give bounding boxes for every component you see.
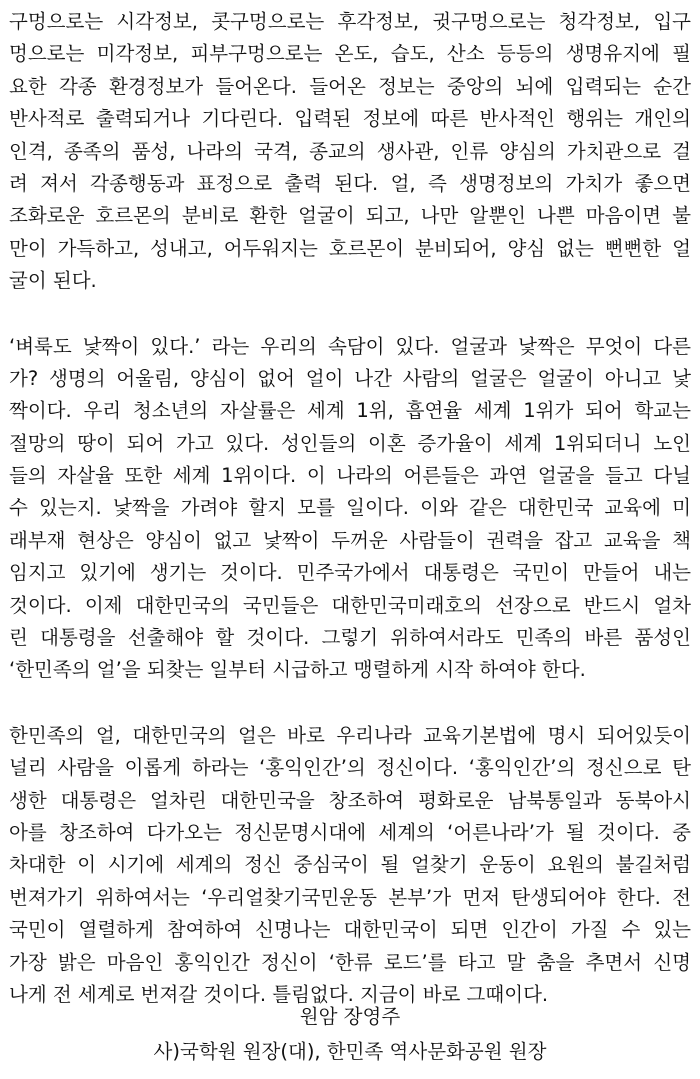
text-line: 생한 대통령은 얼차린 대한민국을 창조하여 평화로운 남북통일과 동북아시 <box>9 788 691 812</box>
text-line: 짝이다. 우리 청소년의 자살률은 세계 1위, 흡연율 세계 1위가 되어 학교는 <box>9 399 691 423</box>
text-line: 임지고 있기에 생기는 것이다. 민주국가에서 대통령은 국민이 만들어 내는 <box>9 561 691 585</box>
text-line: 반사적로 출력되거나 기다린다. 입력된 정보에 따른 반사적인 행위는 개인의 <box>9 107 691 131</box>
text-line: ‘한민족의 얼’을 되찾는 일부터 시급하고 맹렬하게 시작 하여야 한다. <box>9 658 586 682</box>
text-line: 국민이 열렬하게 참여하여 신명나는 대한민국이 되면 인간이 가질 수 있는 <box>9 918 691 942</box>
paragraph-spacer <box>9 298 691 331</box>
text-line: 인격, 종족의 품성, 나라의 국격, 종교의 생사관, 인류 양심의 가치관으로 걸 <box>9 139 691 163</box>
text-line: ‘벼룩도 낯짝이 있다.’ 라는 우리의 속담이 있다. 얼굴과 낯짝은 무엇이 다른 <box>9 334 691 358</box>
text-line: 절망의 땅이 되어 가고 있다. 성인들의 이혼 증가율이 세계 1위되더니 노인 <box>9 431 691 455</box>
text-line: 수 있는지. 낯짝을 가려야 할지 모를 일이다. 이와 같은 대한민국 교육에 미 <box>9 496 691 520</box>
text-line: 구멍으로는 시각정보, 콧구멍으로는 후각정보, 귓구멍으로는 청각정보, 입구 <box>9 10 691 33</box>
paragraph-spacer <box>9 687 691 720</box>
author-title: 사)국학원 원장(대), 한민족 역사문화공원 원장 <box>153 1040 547 1063</box>
text-line: 한민족의 얼, 대한민국의 얼은 바로 우리나라 교육기본법에 명시 되어있듯이 <box>9 723 691 747</box>
text-line: 가? 생명의 어울림, 양심이 없어 얼이 나간 사람의 얼굴은 얼굴이 아니고 낯 <box>9 366 691 390</box>
text-line: 려 져서 각종행동과 표정으로 출력 된다. 얼, 즉 생명정보의 가치가 좋으면 <box>9 171 691 195</box>
text-line: 것이다. 이제 대한민국의 국민들은 대한민국미래호의 선장으로 반드시 얼차 <box>9 593 691 617</box>
text-line: 차대한 이 시기에 세계의 정신 중심국이 될 얼찾기 운동이 요원의 불길처럼 <box>9 853 691 877</box>
paragraph-1 <box>9 6 691 298</box>
text-line: 린 대통령을 선출해야 할 것이다. 그렇기 위하여서라도 민족의 바른 품성인 <box>9 626 691 650</box>
text-line: 번져가기 위하여서는 ‘우리얼찾기국민운동 본부’가 먼저 탄생되어야 한다. 전 <box>9 885 691 909</box>
text-line: 굴이 된다. <box>9 269 97 293</box>
text-line: 널리 사람을 이롭게 하라는 ‘홍익인간’의 정신이다. ‘홍익인간’의 정신으로 탄 <box>9 756 691 780</box>
text-line: 요한 각종 환경정보가 들어온다. 들어온 정보는 중앙의 뇌에 입력되는 순간 <box>9 74 691 98</box>
text-line: 멍으로는 미각정보, 피부구멍으로는 온도, 습도, 산소 등등의 생명유지에 필 <box>9 42 691 66</box>
paragraph-2 <box>9 331 691 687</box>
text-line: 아를 창조하여 다가오는 정신문명시대에 세계의 ‘어른나라’가 될 것이다. 중 <box>9 820 691 844</box>
text-line: 가장 밝은 마음인 홍익인간 정신이 ‘한류 로드’를 타고 말 춤을 추면서 신명 <box>9 950 691 974</box>
text-line: 래부재 현상은 양심이 없고 낯짝이 두꺼운 사람들이 권력을 잡고 교육을 책 <box>9 528 691 552</box>
text-line: 들의 자살율 또한 세계 1위이다. 이 나라의 어른들은 과연 얼굴을 들고 다닐 <box>9 464 691 488</box>
paragraph-3 <box>9 720 691 1012</box>
text-line: 만이 가득하고, 성내고, 어두워지는 호르몬이 분비되어, 양심 없는 뻔뻔한 얼 <box>9 236 691 260</box>
author-name: 원암 장영주 <box>299 1005 401 1028</box>
text-line: 나게 전 세계로 번져갈 것이다. 틀림없다. 지금이 바로 그때이다. <box>9 982 549 1006</box>
text-line: 조화로운 호르몬의 분비로 환한 얼굴이 되고, 나만 알뿐인 나쁜 마음이면 불 <box>9 204 691 228</box>
article-body <box>9 6 691 1011</box>
